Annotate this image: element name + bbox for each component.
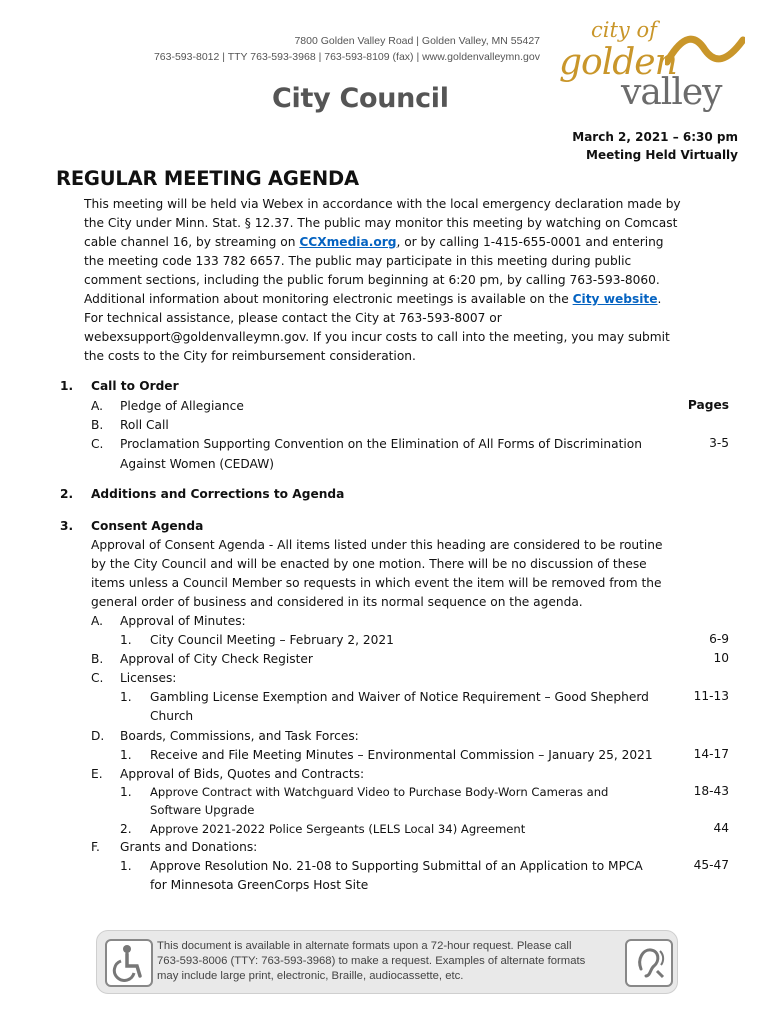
item-3b-pages: 10 <box>713 651 729 665</box>
item-1-number: 1. <box>60 379 74 393</box>
item-1c-pages: 3-5 <box>709 436 729 450</box>
item-3e1-pages: 18-43 <box>693 784 729 798</box>
item-3a1-number: 1. <box>120 633 132 647</box>
item-3c1-text-line2: Church <box>150 709 194 723</box>
intro-text-2: , or by calling 1-415-655-0001 and entering the meeting code 133 782 6657. The public may participate in this meeting during public comment sections, including the public forum beginning at 6:20 pm, by calling 763-593-8060. Additional information about monitoring electronic meetings is available on the <box>84 235 664 306</box>
item-3f-text: Grants and Donations: <box>120 840 258 854</box>
city-address <box>154 34 540 64</box>
meeting-mode: Meeting Held Virtually <box>586 148 738 162</box>
item-3c-text: Licenses: <box>120 671 177 685</box>
item-2-title: Additions and Corrections to Agenda <box>91 487 345 501</box>
item-3e1-text-line2: Software Upgrade <box>150 803 255 817</box>
item-3-title: Consent Agenda <box>91 519 204 533</box>
item-3d1-pages: 14-17 <box>693 747 729 761</box>
item-3e1-number: 1. <box>120 785 132 799</box>
intro-paragraph <box>84 195 684 366</box>
item-3c1-text-line1: Gambling License Exemption and Waiver of Notice Requirement – Good Shepherd <box>150 690 649 704</box>
accessibility-line-3: may include large print, electronic, Braille, audiocassette, etc. <box>157 970 464 982</box>
intro-text-3: . For technical assistance, please contact the City at 763-593-8007 or webexsupport@goldenvalleymn.gov. If you incur costs to call into the meeting, you may submit the costs to the City for reimbursement consideration. <box>84 292 670 363</box>
accessibility-text <box>157 939 627 984</box>
ccx-media-link[interactable]: CCXmedia.org <box>299 235 397 249</box>
item-3e-letter: E. <box>91 767 103 781</box>
item-3-description: Approval of Consent Agenda - All items listed under this heading are considered to be routine by the City Council and will be enacted by one motion. There will be no discussion of these items unless a Council Member so requests in which event the item will be removed from the general order of business and considered in its normal sequence on the agenda. <box>91 538 663 609</box>
item-3a-text: Approval of Minutes: <box>120 614 246 628</box>
address-line-2: 763-593-8012 | TTY 763-593-3968 | 763-593-8109 (fax) | www.goldenvalleymn.gov <box>153 51 540 63</box>
council-heading: City Council <box>272 83 449 114</box>
accessibility-line-2: 763-593-8006 (TTY: 763-593-3968) to make a request. Examples of alternate formats <box>157 955 586 967</box>
item-3a-letter: A. <box>91 614 103 628</box>
item-3f1-text-line1: Approve Resolution No. 21-08 to Supporting Submittal of an Application to MPCA <box>150 859 643 873</box>
item-3e2-pages: 44 <box>713 821 729 835</box>
item-3f1-text-line2: for Minnesota GreenCorps Host Site <box>150 878 369 892</box>
item-2-number: 2. <box>60 487 74 501</box>
agenda-title: REGULAR MEETING AGENDA <box>56 167 359 190</box>
meeting-date: March 2, 2021 – 6:30 pm <box>572 130 738 144</box>
item-3d-text: Boards, Commissions, and Task Forces: <box>120 729 359 743</box>
logo-valley: valley <box>621 72 722 113</box>
item-3e2-number: 2. <box>120 822 132 836</box>
item-3f-letter: F. <box>91 840 100 854</box>
item-1b-text: Roll Call <box>120 418 169 432</box>
item-3c1-number: 1. <box>120 690 132 704</box>
item-3b-letter: B. <box>91 652 104 666</box>
item-1-title: Call to Order <box>91 379 179 393</box>
logo-swoosh-icon <box>665 32 745 72</box>
item-3e1-text-line1: Approve Contract with Watchguard Video to Purchase Body-Worn Cameras and <box>150 785 609 799</box>
item-1a-letter: A. <box>91 399 103 413</box>
item-3e2-text: Approve 2021-2022 Police Sergeants (LELS Local 34) Agreement <box>150 822 526 836</box>
item-3f1-pages: 45-47 <box>693 858 729 872</box>
item-3-number: 3. <box>60 519 74 533</box>
wheelchair-icon <box>105 939 153 987</box>
item-1b-letter: B. <box>91 418 104 432</box>
address-line-1: 7800 Golden Valley Road | Golden Valley, MN 55427 <box>294 35 540 47</box>
item-3e-text: Approval of Bids, Quotes and Contracts: <box>120 767 365 781</box>
meeting-meta <box>572 128 738 164</box>
item-3d1-number: 1. <box>120 748 132 762</box>
item-3b-text: Approval of City Check Register <box>120 652 313 666</box>
item-1c-letter: C. <box>91 437 104 451</box>
intro-text-1: This meeting will be held via Webex in accordance with the local emergency declaration made by the City under Minn. Stat. § 12.37. The public may monitor this meeting by watching on Comcast cable channel 16, by streaming on <box>84 197 681 249</box>
item-3d1-text: Receive and File Meeting Minutes – Environmental Commission – January 25, 2021 <box>150 748 653 762</box>
item-3a1-text: City Council Meeting – February 2, 2021 <box>150 633 394 647</box>
item-3c-letter: C. <box>91 671 104 685</box>
pages-column-header: Pages <box>687 398 729 412</box>
item-1c-text-line1: Proclamation Supporting Convention on the Elimination of All Forms of Discrimination <box>120 437 642 451</box>
item-3f1-number: 1. <box>120 859 132 873</box>
item-1c-text-line2: Against Women (CEDAW) <box>120 457 275 471</box>
logo-golden: golden <box>559 42 677 83</box>
hearing-assist-icon <box>625 939 673 987</box>
item-3c1-pages: 11-13 <box>693 689 729 703</box>
item-1a-text: Pledge of Allegiance <box>120 399 244 413</box>
golden-valley-logo <box>555 18 745 118</box>
city-website-link[interactable]: City website <box>572 292 658 306</box>
item-3a1-pages: 6-9 <box>709 632 729 646</box>
accessibility-notice <box>96 930 678 994</box>
accessibility-line-1: This document is available in alternate formats upon a 72-hour request. Please call <box>157 940 572 952</box>
logo-city-of: city of <box>591 18 657 42</box>
item-3d-letter: D. <box>91 729 105 743</box>
